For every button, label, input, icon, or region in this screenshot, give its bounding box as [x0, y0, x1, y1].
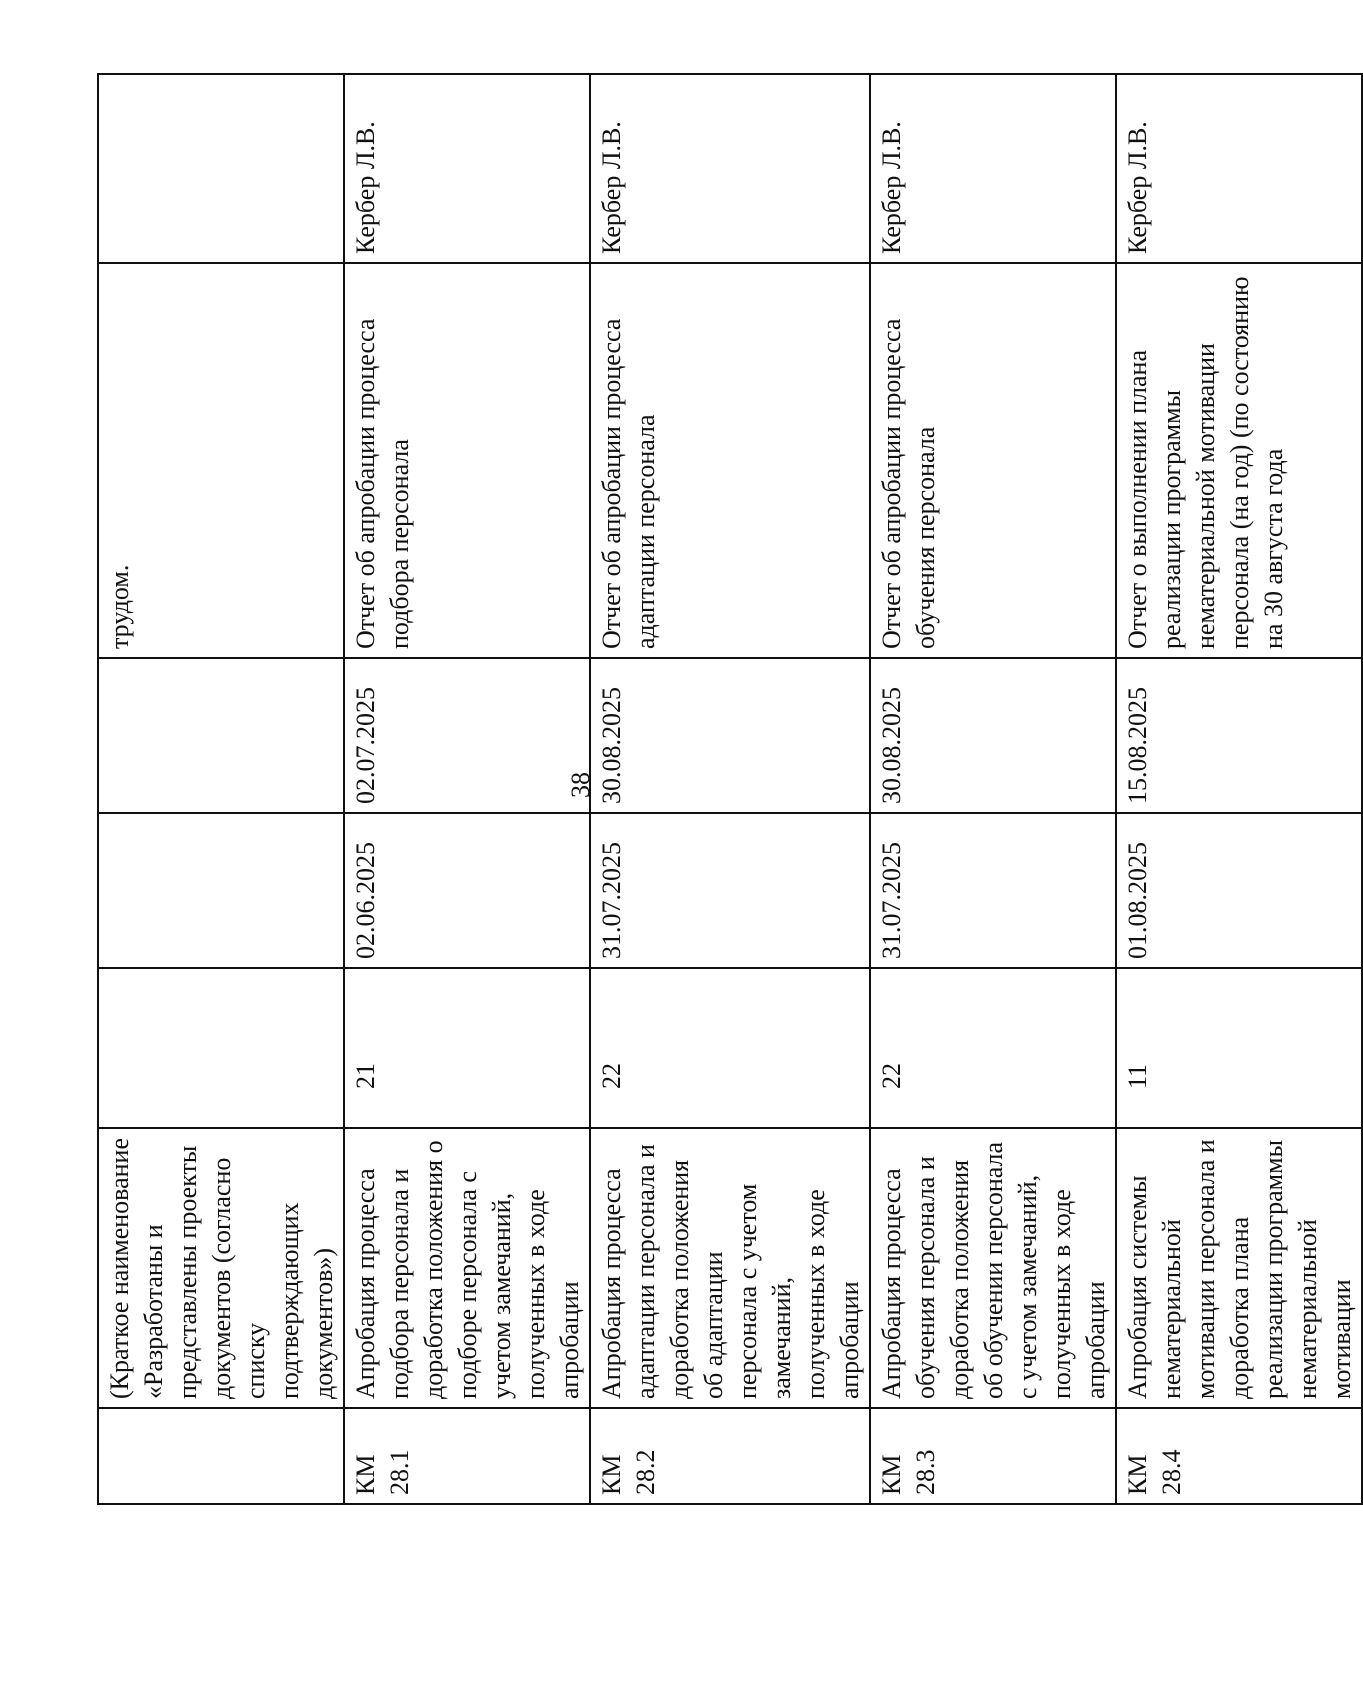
table-row [870, 74, 1116, 1504]
start-date-cell: 02.06.2025 [344, 813, 590, 968]
rotated-table-container [97, 75, 1356, 1505]
end-date-cell: 15.08.2025 [1116, 658, 1362, 813]
start-date-cell: 31.07.2025 [870, 813, 1116, 968]
responsible-cell: Кербер Л.В. [870, 74, 1116, 263]
name-cell: Апробация системы нематериальной мотивации персонала и доработка плана реализации программы нематериальной мотивации [1116, 1128, 1362, 1408]
end-date-cell: 30.08.2025 [590, 658, 870, 813]
name-cell: Апробация процесса подбора персонала и доработка положения о подборе персонала с учетом замечаний, полученных в ходе апробации [344, 1128, 590, 1408]
table-row [1116, 74, 1362, 1504]
result-cell: Отчет о выполнении плана реализации программы нематериальной мотивации персонала (на год) (по состоянию на 30 августа года [1116, 263, 1362, 658]
code-cell: КМ 28.2 [590, 1408, 870, 1504]
table-row [344, 74, 590, 1504]
name-cell: Апробация процесса адаптации персонала и доработка положения об адаптации персонала с учетом замечаний, полученных в ходе апробации [590, 1128, 870, 1408]
number-cell: 11 [1116, 968, 1362, 1128]
end-date-cell [98, 658, 344, 813]
name-cell: Апробация процесса обучения персонала и доработка положения об обучении персонала с учетом замечаний, полученных в ходе апробации [870, 1128, 1116, 1408]
start-date-cell [98, 813, 344, 968]
code-cell: КМ 28.4 [1116, 1408, 1362, 1504]
responsible-cell: Кербер Л.В. [1116, 74, 1362, 263]
start-date-cell: 01.08.2025 [1116, 813, 1362, 968]
number-cell [98, 968, 344, 1128]
code-cell: КМ 28.1 [344, 1408, 590, 1504]
result-cell: трудом. [98, 263, 344, 658]
responsible-cell: Кербер Л.В. [590, 74, 870, 263]
number-cell: 22 [870, 968, 1116, 1128]
result-cell: Отчет об апробации процесса адаптации персонала [590, 263, 870, 658]
result-cell: Отчет об апробации процесса подбора персонала [344, 263, 590, 658]
responsible-cell [98, 74, 344, 263]
responsible-cell: Кербер Л.В. [344, 74, 590, 263]
end-date-cell: 02.07.2025 [344, 658, 590, 813]
table-row [590, 74, 870, 1504]
plan-table [97, 73, 1363, 1505]
start-date-cell: 31.07.2025 [590, 813, 870, 968]
table-row [98, 74, 344, 1504]
result-cell: Отчет об апробации процесса обучения персонала [870, 263, 1116, 658]
end-date-cell: 30.08.2025 [870, 658, 1116, 813]
name-cell: (Краткое наименование «Разработаны и представлены проекты документов (согласно списку подтверждающих документов») [98, 1128, 344, 1408]
code-cell [98, 1408, 344, 1504]
page-number: 38 [566, 772, 595, 798]
number-cell: 22 [590, 968, 870, 1128]
number-cell: 21 [344, 968, 590, 1128]
code-cell: КМ 28.3 [870, 1408, 1116, 1504]
